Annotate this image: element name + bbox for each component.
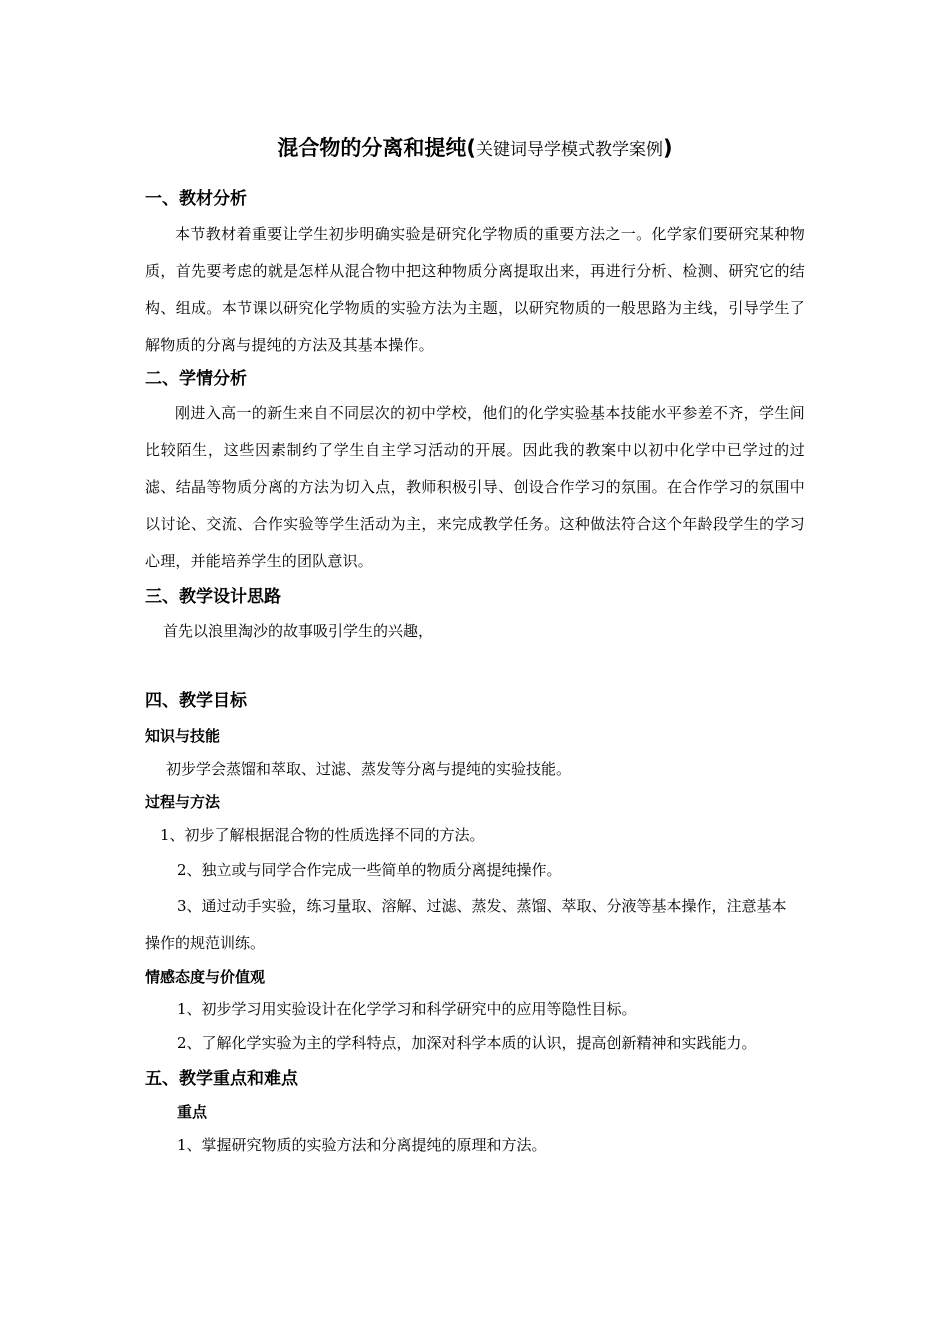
emotion-values-item-2: 2、了解化学实验为主的学科特点，加深对科学本质的认识，提高创新精神和实践能力。 (177, 1034, 757, 1052)
title-paren-open: ( (466, 136, 476, 160)
process-methods-item-1: 1、初步了解根据混合物的性质选择不同的方法。 (160, 826, 485, 844)
title-subtitle: 关键词导学模式教学案例 (476, 140, 663, 160)
title-paren-close: ) (663, 136, 673, 160)
subheading-process-methods: 过程与方法 (145, 793, 221, 811)
section-heading-key-difficult-points: 五、教学重点和难点 (145, 1069, 298, 1089)
process-methods-item-3-line-2: 操作的规范训练。 (145, 934, 266, 952)
knowledge-skills-item: 初步学会蒸馏和萃取、过滤、蒸发等分离与提纯的实验技能。 (166, 760, 572, 778)
subheading-emotion-values: 情感态度与价值观 (145, 968, 266, 986)
emotion-values-item-1: 1、初步学习用实验设计在化学学习和科学研究中的应用等隐性目标。 (177, 1000, 637, 1018)
section-paragraph-design-idea: 首先以浪里淘沙的故事吸引学生的兴趣， (163, 622, 434, 640)
section-heading-design-idea: 三、教学设计思路 (145, 587, 281, 607)
section-paragraph-textbook-analysis: 本节教材着重要让学生初步明确实验是研究化学物质的重要方法之一。化学家们要研究某种物质，首先要考虑的就是怎样从混合物中把这种物质分离提取出来，再进行分析、检测、研究它的结构、组成。本节课以研究化学物质的实验方法为主题，以研究物质的一般思路为主线，引导学生了解物质的分离与提纯的方法及其基本操作。 (145, 225, 805, 354)
section-paragraph-student-analysis: 刚进入高一的新生来自不同层次的初中学校，他们的化学实验基本技能水平参差不齐，学生间比较陌生，这些因素制约了学生自主学习活动的开展。因此我的教案中以初中化学中已学过的过滤、结晶等物质分离的方法为切入点，教师积极引导、创设合作学习的氛围。在合作学习的氛围中以讨论、交流、合作实验等学生活动为主，来完成教学任务。这种做法符合这个年龄段学生的学习心理，并能培养学生的团队意识。 (145, 404, 805, 570)
document-title (0, 132, 950, 166)
process-methods-item-3-line-1: 3、通过动手实验，练习量取、溶解、过滤、蒸发、蒸馏、萃取、分液等基本操作，注意基本 (177, 897, 787, 915)
title-main: 混合物的分离和提纯 (277, 136, 467, 160)
subheading-knowledge-skills: 知识与技能 (145, 727, 221, 745)
subheading-key-points: 重点 (177, 1103, 208, 1121)
section-heading-student-analysis: 二、学情分析 (145, 369, 247, 389)
section-heading-teaching-goals: 四、教学目标 (145, 691, 247, 711)
key-points-item-1: 1、掌握研究物质的实验方法和分离提纯的原理和方法。 (177, 1136, 547, 1154)
process-methods-item-2: 2、独立或与同学合作完成一些简单的物质分离提纯操作。 (177, 861, 562, 879)
section-heading-textbook-analysis: 一、教材分析 (145, 189, 247, 209)
